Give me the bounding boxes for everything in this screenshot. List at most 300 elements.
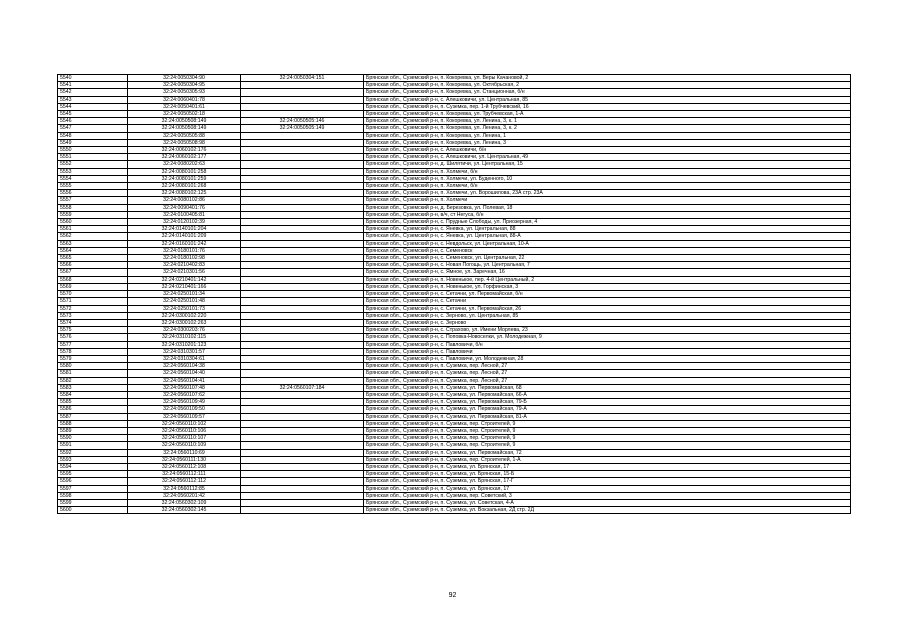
parent-cadastral-number-cell: [241, 262, 364, 269]
cadastral-number-cell: 32:24:0300102:263: [128, 319, 241, 326]
table-row: [58, 190, 851, 197]
cadastral-number-cell: 32:24:0060102:177: [128, 154, 241, 161]
row-number-cell: 5585: [58, 399, 128, 406]
parent-cadastral-number-cell: [241, 204, 364, 211]
address-cell: Брянская обл., Суземский р-н, с. Сетачни, ул. Первомайская, 26: [364, 305, 851, 312]
parent-cadastral-number-cell: [241, 319, 364, 326]
address-cell: Брянская обл., Суземский р-н, с. Сетачни, ул. Первомайская, б/н: [364, 291, 851, 298]
parent-cadastral-number-cell: [241, 132, 364, 139]
cadastral-number-cell: 32:24:0050502:18: [128, 111, 241, 118]
parent-cadastral-number-cell: [241, 507, 364, 514]
table-row: [58, 319, 851, 326]
parent-cadastral-number-cell: [241, 449, 364, 456]
address-cell: Брянская обл., Суземский р-н, с. Алешковичи, ул. Центральная, 85: [364, 96, 851, 103]
parent-cadastral-number-cell: [241, 139, 364, 146]
row-number-cell: 5588: [58, 420, 128, 427]
table-row: [58, 327, 851, 334]
parent-cadastral-number-cell: [241, 442, 364, 449]
cadastral-number-cell: 32:24:0560107:62: [128, 391, 241, 398]
parent-cadastral-number-cell: [241, 413, 364, 420]
table-row: [58, 219, 851, 226]
address-cell: Брянская обл., Суземский р-н, п. Суземка, ул. Брянская, 15-Б: [364, 471, 851, 478]
address-cell: Брянская обл., Суземский р-н, с. Павловичи, ул. Молодежная, 28: [364, 355, 851, 362]
parent-cadastral-number-cell: [241, 96, 364, 103]
row-number-cell: 5550: [58, 147, 128, 154]
address-cell: Брянская обл., Суземский р-н, п. Суземка, ул. Брянская, 17: [364, 463, 851, 470]
address-cell: Брянская обл., Суземский р-н, с. Ямное, ул. Заречная, 16: [364, 269, 851, 276]
parent-cadastral-number-cell: [241, 499, 364, 506]
table-row: [58, 269, 851, 276]
row-number-cell: 5559: [58, 211, 128, 218]
address-cell: Брянская обл., Суземский р-н, п. Суземка, пер. Строителей, 9: [364, 442, 851, 449]
table-row: [58, 370, 851, 377]
address-cell: Брянская обл., Суземский р-н, с. Новая Погощь, ул. Центральная, 7: [364, 262, 851, 269]
address-cell: Брянская обл., Суземский р-н, с. Невдольск, ул. Центральная, 10-А: [364, 240, 851, 247]
parent-cadastral-number-cell: [241, 471, 364, 478]
row-number-cell: 5599: [58, 499, 128, 506]
row-number-cell: 5558: [58, 204, 128, 211]
table-row: [58, 247, 851, 254]
table-row: [58, 96, 851, 103]
parent-cadastral-number-cell: [241, 341, 364, 348]
table-row: [58, 449, 851, 456]
parent-cadastral-number-cell: [241, 420, 364, 427]
address-cell: Брянская обл., Суземский р-н, с. Зерново, ул. Центральная, 85: [364, 312, 851, 319]
table-row: [58, 276, 851, 283]
parent-cadastral-number-cell: [241, 334, 364, 341]
row-number-cell: 5571: [58, 298, 128, 305]
row-number-cell: 5575: [58, 327, 128, 334]
row-number-cell: 5581: [58, 370, 128, 377]
address-cell: Брянская обл., Суземский р-н, с. Яневка, ул. Центральная, 88: [364, 226, 851, 233]
table-row: [58, 427, 851, 434]
row-number-cell: 5590: [58, 435, 128, 442]
address-cell: Брянская обл., Суземский р-н, п. Суземка, ул. Первомайская, 68: [364, 384, 851, 391]
row-number-cell: 5557: [58, 197, 128, 204]
table-row: [58, 377, 851, 384]
table-row: [58, 233, 851, 240]
address-cell: Брянская обл., Суземский р-н, п. Суземка, пер. Лесной, 27: [364, 363, 851, 370]
parent-cadastral-number-cell: [241, 305, 364, 312]
address-cell: Брянская обл., Суземский р-н, п. Холмечи, б/н: [364, 183, 851, 190]
parent-cadastral-number-cell: [241, 435, 364, 442]
parent-cadastral-number-cell: [241, 197, 364, 204]
table-row: [58, 442, 851, 449]
row-number-cell: 5594: [58, 463, 128, 470]
table-row: [58, 291, 851, 298]
table-row: [58, 161, 851, 168]
cadastral-number-cell: 32:24:0560110:107: [128, 435, 241, 442]
address-cell: Брянская обл., Суземский р-н, п. Суземка, ул. Первомайская, 81-А: [364, 413, 851, 420]
row-number-cell: 5570: [58, 291, 128, 298]
row-number-cell: 5552: [58, 161, 128, 168]
parent-cadastral-number-cell: [241, 406, 364, 413]
row-number-cell: 5560: [58, 219, 128, 226]
table-row: [58, 255, 851, 262]
row-number-cell: 5561: [58, 226, 128, 233]
row-number-cell: 5567: [58, 269, 128, 276]
table-row: [58, 312, 851, 319]
cadastral-number-cell: 32:24:0250101:48: [128, 298, 241, 305]
cadastral-number-cell: 32:24:0300203:76: [128, 327, 241, 334]
address-cell: Брянская обл., Суземский р-н, п. Кокоревка, ул. Ленина, 3: [364, 139, 851, 146]
row-number-cell: 5545: [58, 111, 128, 118]
cadastral-number-cell: 32:24:0560109:49: [128, 399, 241, 406]
cadastral-number-cell: 32:24:0560110:69: [128, 449, 241, 456]
cadastral-number-cell: 32:24:0080202:63: [128, 161, 241, 168]
table-row: [58, 211, 851, 218]
parent-cadastral-number-cell: 32:24:0560107:184: [241, 384, 364, 391]
row-number-cell: 5555: [58, 183, 128, 190]
row-number-cell: 5578: [58, 348, 128, 355]
table-row: [58, 420, 851, 427]
table-row: [58, 183, 851, 190]
table-row: [58, 456, 851, 463]
parent-cadastral-number-cell: [241, 391, 364, 398]
cadastral-number-cell: 32:24:0560110:109: [128, 442, 241, 449]
address-cell: Брянская обл., Суземский р-н, п. Суземка, ул. Брянская, 17: [364, 485, 851, 492]
table-row: [58, 485, 851, 492]
row-number-cell: 5553: [58, 168, 128, 175]
address-cell: Брянская обл., Суземский р-н, п. Суземка, пер. Советский, 3: [364, 492, 851, 499]
cadastral-number-cell: 32:24:0210401:166: [128, 283, 241, 290]
cadastral-number-cell: 32:24:0560110:106: [128, 427, 241, 434]
address-cell: Брянская обл., Суземский р-н, п. Суземка, пер. Строителей, 9: [364, 420, 851, 427]
table-row: [58, 82, 851, 89]
row-number-cell: 5598: [58, 492, 128, 499]
parent-cadastral-number-cell: [241, 89, 364, 96]
table-row: [58, 413, 851, 420]
cadastral-number-cell: 32:24:0560112:112: [128, 478, 241, 485]
row-number-cell: 5541: [58, 82, 128, 89]
parent-cadastral-number-cell: [241, 255, 364, 262]
table-row: [58, 139, 851, 146]
cadastral-number-cell: 32:24:0140101:209: [128, 233, 241, 240]
cadastral-number-cell: 32:24:0210401:142: [128, 276, 241, 283]
address-cell: Брянская обл., Суземский р-н, п. Холмечи, ул. Ворошилова, 23А стр. 23А: [364, 190, 851, 197]
row-number-cell: 5572: [58, 305, 128, 312]
cadastral-number-cell: 32:24:0180102:98: [128, 255, 241, 262]
parent-cadastral-number-cell: [241, 370, 364, 377]
address-cell: Брянская обл., Суземский р-н, п. Кокоревка, ул. Ленина, 3, к. 1: [364, 118, 851, 125]
parent-cadastral-number-cell: 32:24:0050505:149: [241, 125, 364, 132]
address-cell: Брянская обл., Суземский р-н, п. Суземка, ул. Первомайская, 66-А: [364, 391, 851, 398]
table-row: [58, 89, 851, 96]
row-number-cell: 5562: [58, 233, 128, 240]
address-cell: Брянская обл., Суземский р-н, д. Березовка, ул. Полевая, 18: [364, 204, 851, 211]
address-cell: Брянская обл., Суземский р-н, п. Кокоревка, ул. Октябрьская, 2: [364, 82, 851, 89]
cadastral-number-cell: 32:24:0560111:130: [128, 456, 241, 463]
address-cell: Брянская обл., Суземский р-н, п. Кокоревка, ул. Ленина, 1: [364, 132, 851, 139]
table-row: [58, 435, 851, 442]
row-number-cell: 5584: [58, 391, 128, 398]
parent-cadastral-number-cell: [241, 399, 364, 406]
address-cell: Брянская обл., Суземский р-н, п. Суземка, ул. Первомайская, 79-Б: [364, 399, 851, 406]
table-row: [58, 283, 851, 290]
row-number-cell: 5580: [58, 363, 128, 370]
address-cell: Брянская обл., Суземский р-н, п. Суземка, пер. 1-й Трубчевский, 16: [364, 103, 851, 110]
cadastral-number-cell: 32:24:0080101:259: [128, 175, 241, 182]
address-cell: Брянская обл., Суземский р-н, п. Холмечи: [364, 197, 851, 204]
row-number-cell: 5546: [58, 118, 128, 125]
table-row: [58, 363, 851, 370]
table-row: [58, 492, 851, 499]
parent-cadastral-number-cell: [241, 183, 364, 190]
address-cell: Брянская обл., Суземский р-н, п. Новенькое, ул. Горфинская, 3: [364, 283, 851, 290]
table-row: [58, 147, 851, 154]
address-cell: Брянская обл., Суземский р-н, п. Суземка, пер. Строителей, 9: [364, 435, 851, 442]
cadastral-number-cell: 32:24:0210301:56: [128, 269, 241, 276]
address-cell: Брянская обл., Суземский р-н, п. Суземка, пер. Строителей, 9: [364, 427, 851, 434]
cadastral-number-cell: 32:24:0060401:78: [128, 96, 241, 103]
address-cell: Брянская обл., Суземский р-н, п. Суземка, пер. Лесной, 27: [364, 377, 851, 384]
row-number-cell: 5576: [58, 334, 128, 341]
cadastral-number-cell: 32:24:0310102:115: [128, 334, 241, 341]
cadastral-number-cell: 32:24:0560109:57: [128, 413, 241, 420]
row-number-cell: 5577: [58, 341, 128, 348]
row-number-cell: 5583: [58, 384, 128, 391]
cadastral-number-cell: 32:24:0090401:76: [128, 204, 241, 211]
row-number-cell: 5540: [58, 75, 128, 82]
table-row: [58, 471, 851, 478]
table-row: [58, 298, 851, 305]
row-number-cell: 5563: [58, 240, 128, 247]
row-number-cell: 5589: [58, 427, 128, 434]
table-row: [58, 507, 851, 514]
row-number-cell: 5595: [58, 471, 128, 478]
table-row: [58, 478, 851, 485]
row-number-cell: 5597: [58, 485, 128, 492]
table-row: [58, 334, 851, 341]
address-cell: Брянская обл., Суземский р-н, с. Павловичи, б/н: [364, 341, 851, 348]
cadastral-number-cell: 32:24:0560110:102: [128, 420, 241, 427]
cadastral-number-cell: 32:24:0080102:86: [128, 197, 241, 204]
table-row: [58, 348, 851, 355]
address-cell: Брянская обл., Суземский р-н, п. Кокоревка, ул. Станционная, б/н: [364, 89, 851, 96]
address-cell: Брянская обл., Суземский р-н, п. Суземка, ул. Вокзальная, 2Д стр. 2Д: [364, 507, 851, 514]
parent-cadastral-number-cell: [241, 147, 364, 154]
cadastral-number-cell: 32:24:0060102:176: [128, 147, 241, 154]
table-row: [58, 125, 851, 132]
cadastral-number-cell: 32:24:0080102:125: [128, 190, 241, 197]
table-row: [58, 226, 851, 233]
parent-cadastral-number-cell: [241, 219, 364, 226]
parent-cadastral-number-cell: [241, 478, 364, 485]
parent-cadastral-number-cell: [241, 427, 364, 434]
cadastral-number-cell: 32:24:0250101:73: [128, 305, 241, 312]
table-row: [58, 463, 851, 470]
row-number-cell: 5544: [58, 103, 128, 110]
parent-cadastral-number-cell: [241, 175, 364, 182]
table-row: [58, 168, 851, 175]
cadastral-number-cell: 32:24:0140101:204: [128, 226, 241, 233]
table-row: [58, 240, 851, 247]
address-cell: Брянская обл., Суземский р-н, с. Семеновск, ул. Центральная, 22: [364, 255, 851, 262]
parent-cadastral-number-cell: 32:24:0050505:146: [241, 118, 364, 125]
parent-cadastral-number-cell: [241, 283, 364, 290]
table-row: [58, 132, 851, 139]
address-cell: Брянская обл., Суземский р-н, с. Зерново: [364, 319, 851, 326]
cadastral-number-cell: 32:24:0210402:83: [128, 262, 241, 269]
row-number-cell: 5586: [58, 406, 128, 413]
row-number-cell: 5554: [58, 175, 128, 182]
cadastral-number-cell: 32:24:0180101:76: [128, 247, 241, 254]
row-number-cell: 5568: [58, 276, 128, 283]
cadastral-number-cell: 32:24:0080101:258: [128, 168, 241, 175]
cadastral-number-cell: 32:24:0560201:42: [128, 492, 241, 499]
row-number-cell: 5564: [58, 247, 128, 254]
cadastral-number-cell: 32:24:0310201:123: [128, 341, 241, 348]
cadastral-number-cell: 32:24:0560112:108: [128, 463, 241, 470]
address-cell: Брянская обл., Суземский р-н, с. Страхово, ул. Имени Морлева, 23: [364, 327, 851, 334]
parent-cadastral-number-cell: [241, 312, 364, 319]
address-cell: Брянская обл., Суземский р-н, с. Сетачни: [364, 298, 851, 305]
address-cell: Брянская обл., Суземский р-н, в/ч, ст Негуса, б/н: [364, 211, 851, 218]
parent-cadastral-number-cell: [241, 161, 364, 168]
property-table-body: [58, 75, 851, 514]
parent-cadastral-number-cell: [241, 298, 364, 305]
table-row: [58, 118, 851, 125]
address-cell: Брянская обл., Суземский р-н, п. Суземка, ул. Советская, 4-А: [364, 499, 851, 506]
cadastral-number-cell: 32:24:0560302:145: [128, 507, 241, 514]
parent-cadastral-number-cell: [241, 492, 364, 499]
table-row: [58, 103, 851, 110]
cadastral-number-cell: 32:24:0120102:39: [128, 219, 241, 226]
row-number-cell: 5565: [58, 255, 128, 262]
table-row: [58, 391, 851, 398]
parent-cadastral-number-cell: [241, 276, 364, 283]
parent-cadastral-number-cell: [241, 363, 364, 370]
address-cell: Брянская обл., Суземский р-н, п. Суземка, ул. Первомайская, 79-А: [364, 406, 851, 413]
address-cell: Брянская обл., Суземский р-н, п. Новенькое, пер. 4-й Центральный, 2: [364, 276, 851, 283]
row-number-cell: 5591: [58, 442, 128, 449]
row-number-cell: 5569: [58, 283, 128, 290]
cadastral-number-cell: 32:24:0560104:40: [128, 370, 241, 377]
address-cell: Брянская обл., Суземский р-н, п. Суземка, ул. Первомайская, 72: [364, 449, 851, 456]
row-number-cell: 5551: [58, 154, 128, 161]
cadastral-number-cell: 32:24:0310304:61: [128, 355, 241, 362]
address-cell: Брянская обл., Суземский р-н, д. Шилятичи, ул. Центральная, 15: [364, 161, 851, 168]
row-number-cell: 5587: [58, 413, 128, 420]
address-cell: Брянская обл., Суземский р-н, с. Яневка, ул. Центральная, 88-А: [364, 233, 851, 240]
page-number: 92: [448, 592, 457, 599]
address-cell: Брянская обл., Суземский р-н, с. Прудные Слободы, ул. Приозерная, 4: [364, 219, 851, 226]
row-number-cell: 5566: [58, 262, 128, 269]
parent-cadastral-number-cell: [241, 269, 364, 276]
cadastral-number-cell: 32:24:0080101:268: [128, 183, 241, 190]
cadastral-number-cell: 32:24:0250101:34: [128, 291, 241, 298]
row-number-cell: 5592: [58, 449, 128, 456]
parent-cadastral-number-cell: [241, 240, 364, 247]
cadastral-number-cell: 32:24:0050304:90: [128, 75, 241, 82]
table-row: [58, 384, 851, 391]
cadastral-number-cell: 32:24:0560302:109: [128, 499, 241, 506]
cadastral-number-cell: 32:24:0300102:220: [128, 312, 241, 319]
parent-cadastral-number-cell: [241, 226, 364, 233]
cadastral-number-cell: 32:24:0050401:61: [128, 103, 241, 110]
row-number-cell: 5549: [58, 139, 128, 146]
cadastral-number-cell: 32:24:0050508:149: [128, 118, 241, 125]
address-cell: Брянская обл., Суземский р-н, с. Поповка-Новоселки, ул. Молодежная, 9: [364, 334, 851, 341]
cadastral-number-cell: 32:24:0050508:98: [128, 139, 241, 146]
parent-cadastral-number-cell: [241, 348, 364, 355]
parent-cadastral-number-cell: [241, 377, 364, 384]
row-number-cell: 5582: [58, 377, 128, 384]
address-cell: Брянская обл., Суземский р-н, п. Кокоревка, ул. Трубчевская, 1-А: [364, 111, 851, 118]
row-number-cell: 5556: [58, 190, 128, 197]
address-cell: Брянская обл., Суземский р-н, с. Павловичи: [364, 348, 851, 355]
table-row: [58, 406, 851, 413]
cadastral-number-cell: 32:24:0560104:38: [128, 363, 241, 370]
row-number-cell: 5600: [58, 507, 128, 514]
cadastral-number-cell: 32:24:0050508:149: [128, 125, 241, 132]
row-number-cell: 5596: [58, 478, 128, 485]
parent-cadastral-number-cell: [241, 327, 364, 334]
parent-cadastral-number-cell: [241, 82, 364, 89]
parent-cadastral-number-cell: [241, 291, 364, 298]
parent-cadastral-number-cell: [241, 355, 364, 362]
address-cell: Брянская обл., Суземский р-н, п. Холмечи, ул. Буденного, 10: [364, 175, 851, 182]
address-cell: Брянская обл., Суземский р-н, п. Суземка, пер. Лесной, 27: [364, 370, 851, 377]
table-row: [58, 75, 851, 82]
row-number-cell: 5547: [58, 125, 128, 132]
parent-cadastral-number-cell: [241, 247, 364, 254]
row-number-cell: 5593: [58, 456, 128, 463]
parent-cadastral-number-cell: [241, 111, 364, 118]
cadastral-number-cell: 32:24:0560112:85: [128, 485, 241, 492]
row-number-cell: 5543: [58, 96, 128, 103]
parent-cadastral-number-cell: [241, 456, 364, 463]
address-cell: Брянская обл., Суземский р-н, п. Кокоревка, ул. Веры Качановой, 2: [364, 75, 851, 82]
cadastral-number-cell: 32:24:0050505:88: [128, 132, 241, 139]
cadastral-number-cell: 32:24:0560104:41: [128, 377, 241, 384]
address-cell: Брянская обл., Суземский р-н, п. Холмечи, б/н: [364, 168, 851, 175]
cadastral-number-cell: 32:24:0100405:81: [128, 211, 241, 218]
row-number-cell: 5548: [58, 132, 128, 139]
parent-cadastral-number-cell: [241, 154, 364, 161]
parent-cadastral-number-cell: [241, 233, 364, 240]
address-cell: Брянская обл., Суземский р-н, с. Алешковичи, б/н: [364, 147, 851, 154]
table-row: [58, 341, 851, 348]
property-table: [57, 74, 851, 514]
table-row: [58, 355, 851, 362]
row-number-cell: 5579: [58, 355, 128, 362]
cadastral-number-cell: 32:24:0160101:242: [128, 240, 241, 247]
table-row: [58, 262, 851, 269]
cadastral-number-cell: 32:24:0560107:48: [128, 384, 241, 391]
parent-cadastral-number-cell: 32:24:0050304:151: [241, 75, 364, 82]
address-cell: Брянская обл., Суземский р-н, с. Семеновск: [364, 247, 851, 254]
row-number-cell: 5573: [58, 312, 128, 319]
cadastral-number-cell: 32:24:0560109:50: [128, 406, 241, 413]
cadastral-number-cell: 32:24:0310301:57: [128, 348, 241, 355]
cadastral-number-cell: 32:24:0050304:95: [128, 82, 241, 89]
parent-cadastral-number-cell: [241, 485, 364, 492]
cadastral-number-cell: 32:24:0560112:111: [128, 471, 241, 478]
address-cell: Брянская обл., Суземский р-н, п. Суземка, пер. Строителей, 1-А: [364, 456, 851, 463]
address-cell: Брянская обл., Суземский р-н, п. Суземка, ул. Брянская, 17-Г: [364, 478, 851, 485]
table-row: [58, 204, 851, 211]
table-row: [58, 197, 851, 204]
row-number-cell: 5542: [58, 89, 128, 96]
table-row: [58, 154, 851, 161]
parent-cadastral-number-cell: [241, 211, 364, 218]
cadastral-number-cell: 32:24:0050305:93: [128, 89, 241, 96]
table-row: [58, 499, 851, 506]
table-row: [58, 175, 851, 182]
table-row: [58, 305, 851, 312]
address-cell: Брянская обл., Суземский р-н, п. Кокоревка, ул. Ленина, 3, к. 2: [364, 125, 851, 132]
